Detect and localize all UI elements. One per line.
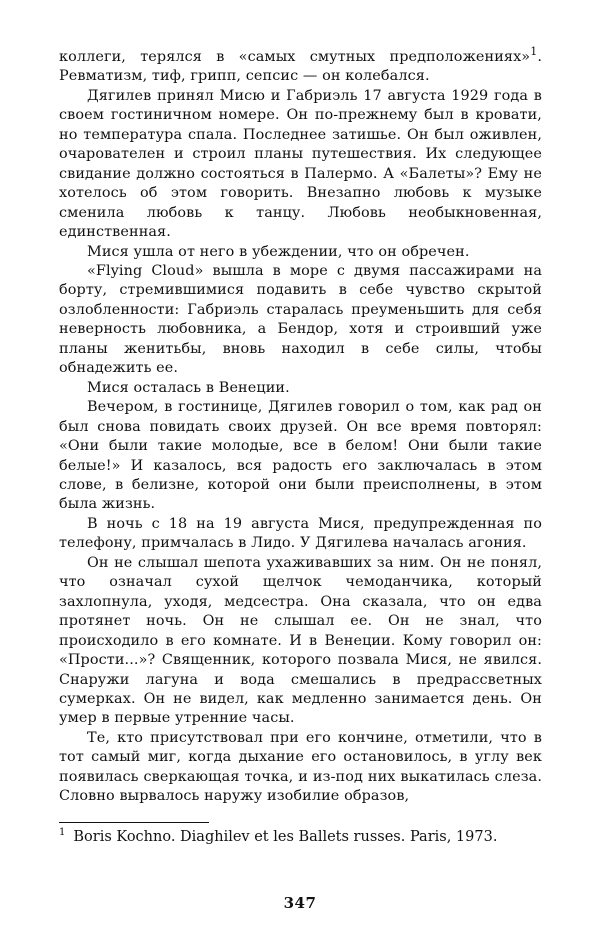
paragraph-continuation (59, 45, 542, 87)
paragraph-continuation-text: коллеги, терялся в «самых смутных предположениях» (59, 49, 531, 65)
paragraph: Мися осталась в Венеции. (87, 379, 290, 396)
paragraph: Вечером, в гостинице, Дягилев говорил о том, как рад он был снова повидать своих друзей. Он все время повторял: «Они были такие молодые, все в белом! Они были такие белые!» И казалось, вся радость его заключалась в этом слове, в белизне, которой они были преисполнены, в этом была жизнь. (59, 399, 542, 513)
paragraph: В ночь с 18 на 19 августа Мися, предупрежденная по телефону, примчалась в Лидо. У Дягилева началась агония. (59, 515, 542, 552)
page-number: 347 (283, 894, 317, 912)
paragraph: Мися ушла от него в убеждении, что он обречен. (87, 243, 470, 260)
footnote-divider (59, 822, 209, 823)
paragraph: Дягилев принял Мисю и Габриэль 17 августа 1929 года в своем гостиничном номере. Он по-прежнему был в кровати, но температура спала. Последнее затишье. Он был оживлен, очарователен и строил планы путешествия. Их следующее свидание должно состояться в Палермо. А «Балеты»? Ему не хотелось об этом говорить. Внезапно любовь к музыке сменила любовь к танцу. Любовь необыкновенная, единственная. (59, 87, 542, 241)
paragraph: Те, кто присутствовал при его кончине, отметили, что в тот самый миг, когда дыхание его остановилось, в углу век появилась сверкающая точка, и из-под них выкатилась слеза. Словно вырвалось наружу изобилие образов, (59, 729, 542, 805)
footnote-text: Boris Kochno. Diaghilev et les Ballets russes. Paris, 1973. (73, 829, 498, 845)
footnote-reference: 1 (530, 45, 538, 59)
footnote (59, 828, 542, 846)
paragraph-continuation-tail: . Ревматизм, тиф, грипп, сепсис — он колебался. (59, 49, 542, 85)
paragraph: Он не слышал шепота ухаживавших за ним. Он не понял, что означал сухой щелчок чемоданчика, который захлопнула, уходя, медсестра. Она сказала, что он едва протянет ночь. Он не слышал ее. Он не знал, что происходило в его комнате. И в Венеции. Кому говорил он: «Прости...»? Священник, которого позвала Мися, не явился. Снаружи лагуна и вода смешались в предрассветных сумерках. Он не видел, как медленно занимается день. Он умер в первые утренние часы. (59, 554, 542, 727)
body-text (59, 45, 542, 807)
paragraph: «Flying Cloud» вышла в море с двумя пассажирами на борту, стремившимися подавить в себе чувство скрытой озлобленности: Габриэль старалась преуменьшить для себя неверность любовника, а Бендор, хотя и строивший уже планы женитьбы, вновь находил в себе силы, чтобы обнадежить ее. (59, 262, 542, 377)
footnote-mark: 1 (59, 827, 66, 839)
